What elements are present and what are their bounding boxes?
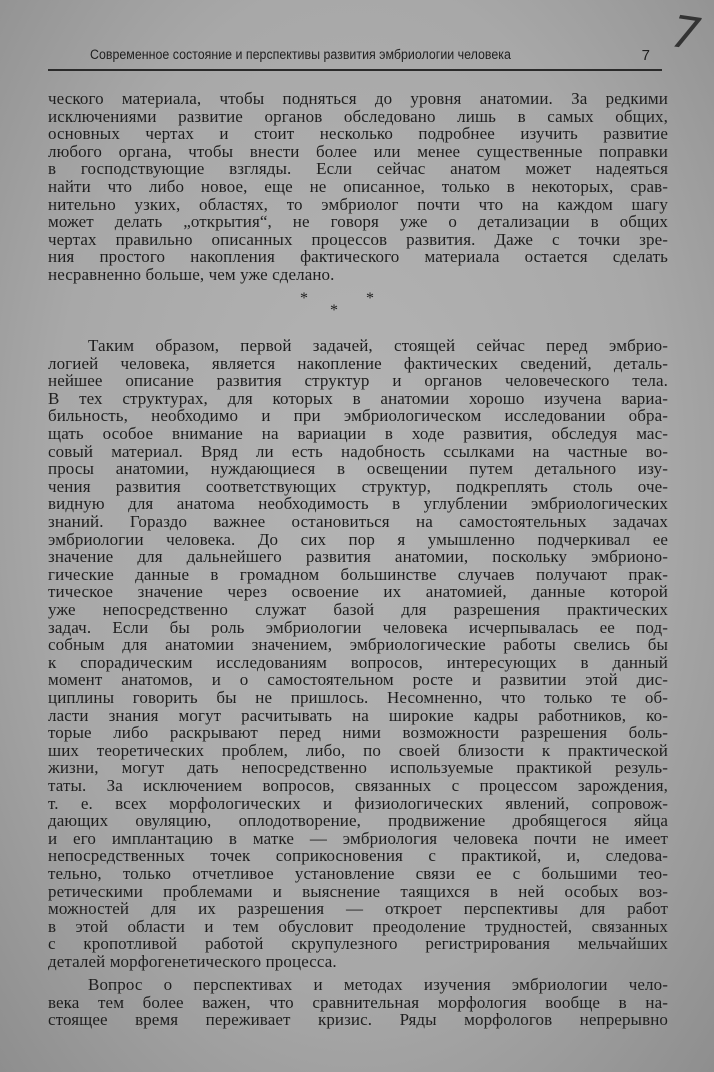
text-line: жизни, могут дать непосредственно используемые практикой резуль- xyxy=(48,758,668,778)
text-line: собным для анатомии значением, эмбриологические работы свелись бы xyxy=(48,635,668,655)
text-line: Вопрос о перспективах и методах изучения эмбриологии чело- xyxy=(88,975,668,994)
text-line: деталей морфогенетического процесса. xyxy=(48,952,337,971)
text-line: значение для дальнейшего развития анатомии, поскольку эмбрионо- xyxy=(48,547,668,567)
page-number: 7 xyxy=(641,47,650,64)
running-title: Современное состояние и перспективы развития эмбриологии человека xyxy=(90,47,511,62)
text-line: несравненно больше, чем уже сделано. xyxy=(48,265,335,284)
text-line: совый материал. Вряд ли есть надобность ссылками на частные во- xyxy=(48,441,668,461)
text-line: ретическими проблемами и выяснение таящихся в ней особых воз- xyxy=(48,881,668,901)
text-line: нейшее описание развития структур и органов человеческого тела. xyxy=(48,371,668,391)
text-line: с кропотливой работой скрупулезного регистрирования мельчайших xyxy=(48,934,668,954)
text-line: торые либо раскрывают перед ними возможности разрешения боль- xyxy=(48,723,668,743)
text-line: дающих овуляцию, оплодотворение, продвижение дробящегося яйца xyxy=(48,811,668,831)
text-line: видную для анатома необходимость в углублении эмбриологических xyxy=(48,494,668,514)
star: * xyxy=(366,290,374,307)
text-line: щать особое внимание на вариации в ходе развития, обследуя мас- xyxy=(48,424,668,443)
text-line: можностей для их разрешения — откроет перспективы для работ xyxy=(48,899,668,919)
text-line: чения развития соответствующих структур, подкреплять столь оче- xyxy=(48,476,668,496)
star: * xyxy=(330,302,338,319)
text-line: может делать „открытия“, не говоря уже о детализации в общих xyxy=(48,212,668,232)
text-line: непосредственных точек соприкосновения с практикой, и, следова- xyxy=(48,846,668,866)
running-head xyxy=(60,47,660,67)
text-line: найти что либо новое, еще не описанное, только в некоторых, срав- xyxy=(48,177,668,196)
text-line: в этой области и тем обусловит преодоление трудностей, связанных xyxy=(48,916,668,936)
text-line: бильность, необходимо и при эмбриологическом исследовании обра- xyxy=(48,406,668,426)
text-line: Таким образом, первой задачей, стоящей сейчас перед эмбрио- xyxy=(88,336,668,355)
text-line: знаний. Гораздо важнее остановиться на самостоятельных задачах xyxy=(48,512,668,531)
text-line: тельно, только отчетливое установление связи ее с большими тео- xyxy=(48,864,668,883)
text-line: и его имплантацию в матке — эмбриология человека почти не имеет xyxy=(48,828,668,848)
text-line: чертах правильно описанных процессов развития. Даже с точки зре- xyxy=(48,229,668,249)
text-line: ших теоретических проблем, либо, по своей близости к практической xyxy=(48,740,668,760)
text-line: исключениями развитие органов обследовано лишь в самых общих, xyxy=(48,106,668,126)
star: * xyxy=(300,290,308,307)
text-line: века тем более важен, что сравнительная морфология вообще в на- xyxy=(48,992,668,1012)
header-rule xyxy=(48,69,662,71)
text-line: логией человека, является накопление фактических сведений, деталь- xyxy=(48,353,668,373)
text-line: уже непосредственно служат базой для разрешения практических xyxy=(48,600,668,619)
text-line: ласти знания могут расчитывать на широкие кадры работников, ко- xyxy=(48,705,668,725)
text-line: тическое значение через освоение их анатомией, данные которой xyxy=(48,582,668,602)
text-line: стоящее время переживает кризис. Ряды морфологов непрерывно xyxy=(48,1010,668,1030)
text-line: просы анатомии, нуждающиеся в освещении путем детального изу- xyxy=(48,459,668,479)
text-line: основных чертах и стоит несколько подробнее изучить развитие xyxy=(48,124,668,144)
text-line: ческого материала, чтобы подняться до уровня анатомии. За редкими xyxy=(48,89,668,108)
text-line: нительно узких, областях, то эмбриолог почти что на каждом шагу xyxy=(48,194,668,214)
text-line: таты. За исключением вопросов, связанных с процессом зарождения, xyxy=(48,776,668,795)
text-line: задач. Если бы роль эмбриологии человека исчерпывалась ее под- xyxy=(48,617,668,637)
text-line: гические данные в громадном большинстве случаев получают прак- xyxy=(48,564,668,584)
text-line: к спорадическим исследованиям вопросов, интересующих в данный xyxy=(48,652,668,672)
text-line: циплины говорить бы не пришлось. Несомненно, что только те об- xyxy=(48,688,668,707)
text-line: любого органа, чтобы внести более или менее существенные поправки xyxy=(48,141,668,161)
text-line: В тех структурах, для которых в анатомии хорошо изучена вариа- xyxy=(48,388,668,408)
text-line: в господствующие взгляды. Если сейчас анатом может надеяться xyxy=(48,159,668,179)
text-line: момент анатомов, и о самостоятельном росте и развитии этой дис- xyxy=(48,670,668,690)
text-line: ния простого накопления фактического материала остается сделать xyxy=(48,247,668,267)
text-line: т. е. всех морфологических и физиологических явлений, сопровож- xyxy=(48,793,668,813)
handwritten-page-mark: 7 xyxy=(668,6,704,61)
text-line: эмбриологии человека. До сих пор я умышленно подчеркивал ее xyxy=(48,529,668,549)
